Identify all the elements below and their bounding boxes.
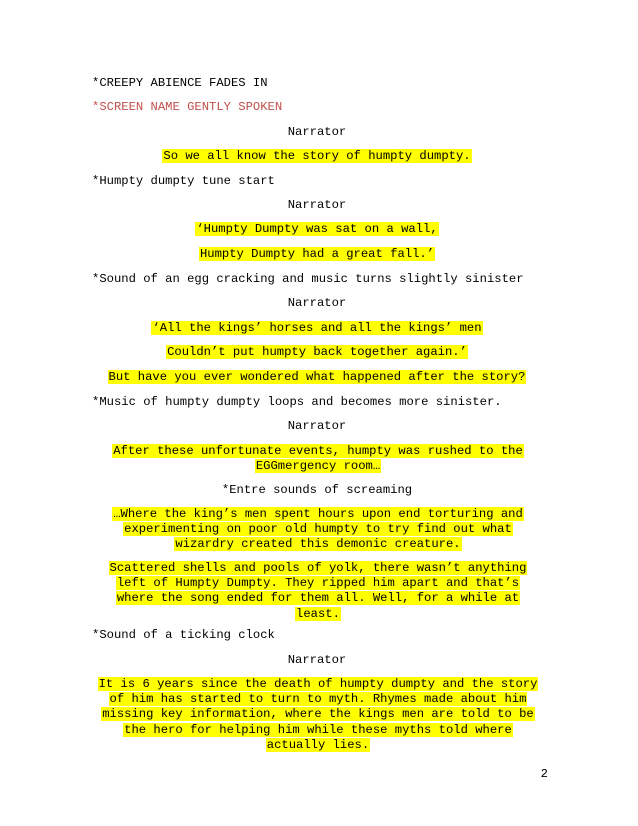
speaker-name-text: Narrator xyxy=(287,296,347,310)
dialogue-block xyxy=(100,444,536,474)
highlighted-dialogue: Couldn’t put humpty back together again.’ xyxy=(167,345,467,359)
stage-direction-text: *SCREEN NAME GENTLY SPOKEN xyxy=(92,100,283,114)
dialogue-line xyxy=(92,369,542,385)
highlighted-dialogue: Scattered shells and pools of yolk, there wasn’t anything left of Humpty Dumpty. They ripped him apart and that’s where the song ended for them all. Well, for a while at least. xyxy=(109,561,527,621)
stage-direction-text: *Humpty dumpty tune start xyxy=(92,174,275,188)
stage-direction-text: *Music of humpty dumpty loops and becomes more sinister. xyxy=(92,395,502,409)
dialogue-block xyxy=(94,677,542,753)
stage-direction-text: *Sound of a ticking clock xyxy=(92,628,275,642)
dialogue-line xyxy=(92,221,542,237)
speaker-name xyxy=(92,418,542,434)
stage-direction-text: *Sound of an egg cracking and music turns slightly sinister xyxy=(92,272,524,286)
highlighted-dialogue: Humpty Dumpty had a great fall.’ xyxy=(199,247,435,261)
speaker-name xyxy=(92,124,542,140)
speaker-name xyxy=(92,295,542,311)
speaker-name-text: Narrator xyxy=(287,198,347,212)
stage-direction xyxy=(92,627,542,643)
highlighted-dialogue: After these unfortunate events, humpty was rushed to the EGGmergency room… xyxy=(113,444,523,474)
stage-direction xyxy=(92,482,542,498)
stage-direction xyxy=(92,271,542,287)
highlighted-dialogue: ‘Humpty Dumpty was sat on a wall, xyxy=(196,222,438,236)
speaker-name xyxy=(92,652,542,668)
stage-direction-text: *CREEPY ABIENCE FADES IN xyxy=(92,76,268,90)
dialogue-block xyxy=(98,561,538,622)
stage-direction-text: *Entre sounds of screaming xyxy=(221,483,413,497)
speaker-name-text: Narrator xyxy=(287,125,347,139)
speaker-name xyxy=(92,197,542,213)
dialogue-block xyxy=(98,507,538,553)
highlighted-dialogue: But have you ever wondered what happened after the story? xyxy=(108,370,526,384)
stage-direction xyxy=(92,173,542,189)
page-number: 2 xyxy=(540,767,548,781)
highlighted-dialogue: So we all know the story of humpty dumpty. xyxy=(163,149,471,163)
highlighted-dialogue: ‘All the kings’ horses and all the kings’ men xyxy=(152,321,482,335)
dialogue-line xyxy=(92,148,542,164)
stage-direction xyxy=(92,75,542,91)
dialogue-line xyxy=(92,320,542,336)
dialogue-line xyxy=(92,246,542,262)
speaker-name-text: Narrator xyxy=(287,653,347,667)
stage-direction-red xyxy=(92,99,542,115)
speaker-name-text: Narrator xyxy=(287,419,347,433)
dialogue-line xyxy=(92,344,542,360)
stage-direction xyxy=(92,394,542,410)
highlighted-dialogue: …Where the king’s men spent hours upon end torturing and experimenting on poor old humpty to try find out what wizardry created this demonic creature. xyxy=(113,507,523,552)
highlighted-dialogue: It is 6 years since the death of humpty dumpty and the story of him has started to turn to myth. Rhymes made about him missing key information, where the kings men are told to be the hero for helping him while these myths told where actually lies. xyxy=(98,677,538,752)
